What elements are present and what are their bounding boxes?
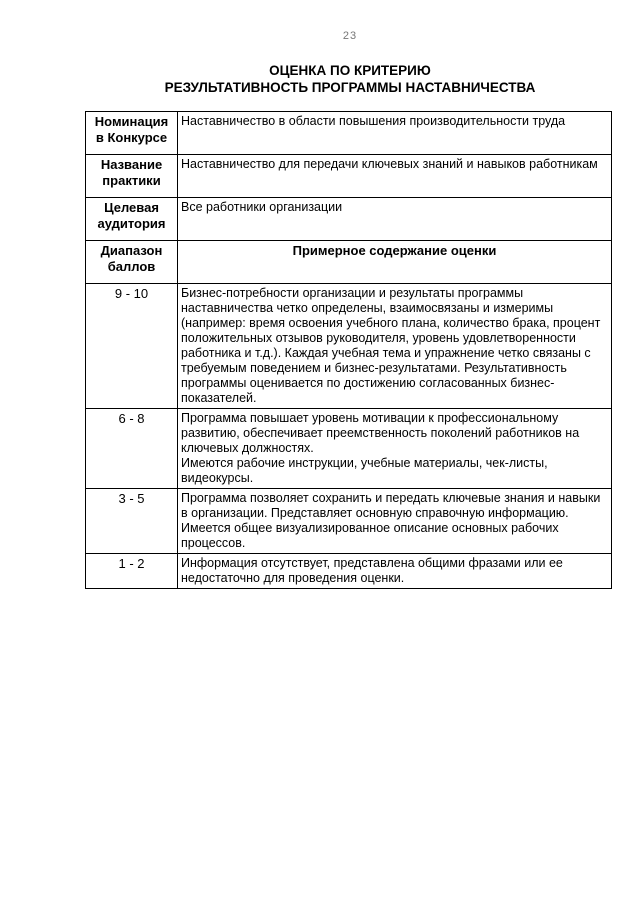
nomination-label: Номинация в Конкурсе — [86, 112, 178, 155]
score-description: Информация отсутствует, представлена общими фразами или ее недостаточно для проведения оценки. — [178, 554, 612, 589]
score-row — [86, 284, 612, 409]
nomination-value: Наставничество в области повышения производительности труда — [178, 112, 612, 155]
nomination-row — [86, 112, 612, 155]
practice-value: Наставничество для передачи ключевых знаний и навыков работникам — [178, 155, 612, 198]
score-range: 3 - 5 — [86, 489, 178, 554]
range-header: Диапазон баллов — [86, 241, 178, 284]
score-row — [86, 489, 612, 554]
content-header: Примерное содержание оценки — [178, 241, 612, 284]
score-description — [178, 409, 612, 489]
title-line-2: РЕЗУЛЬТАТИВНОСТЬ ПРОГРАММЫ НАСТАВНИЧЕСТВА — [164, 80, 536, 95]
title-line-1: ОЦЕНКА ПО КРИТЕРИЮ — [269, 63, 431, 78]
score-description: Программа позволяет сохранить и передать ключевые знания и навыки в организации. Представляет основную справочную информацию. Имеется общее визуализированное описание основных рабочих процессов. — [178, 489, 612, 554]
audience-label: Целевая аудитория — [86, 198, 178, 241]
score-row — [86, 554, 612, 589]
score-description: Бизнес-потребности организации и результаты программы наставничества четко определены, взаимосвязаны и измеримы (например: время освоения учебного плана, количество брака, процент положительных отзывов руководителя, уровень удовлетворенности работника и т.д.). Каждая учебная тема и упражнение четко связаны с требуемым поведением и бизнес-результатами. Результативность программы оценивается по достижению согласованных бизнес-показателей. — [178, 284, 612, 409]
score-description-part: Имеются рабочие инструкции, учебные материалы, чек-листы, видеокурсы. — [181, 456, 548, 485]
score-row — [86, 409, 612, 489]
page-number: 23 — [342, 30, 358, 42]
score-header-row — [86, 241, 612, 284]
audience-row — [86, 198, 612, 241]
practice-label: Название практики — [86, 155, 178, 198]
document-title — [0, 62, 640, 96]
score-range: 9 - 10 — [86, 284, 178, 409]
score-range: 1 - 2 — [86, 554, 178, 589]
audience-value: Все работники организации — [178, 198, 612, 241]
score-description-part: Программа повышает уровень мотивации к профессиональному развитию, обеспечивает преемственность поколений работников на ключевых должностях. — [181, 411, 580, 455]
score-range: 6 - 8 — [86, 409, 178, 489]
practice-row — [86, 155, 612, 198]
criteria-table — [85, 111, 612, 589]
